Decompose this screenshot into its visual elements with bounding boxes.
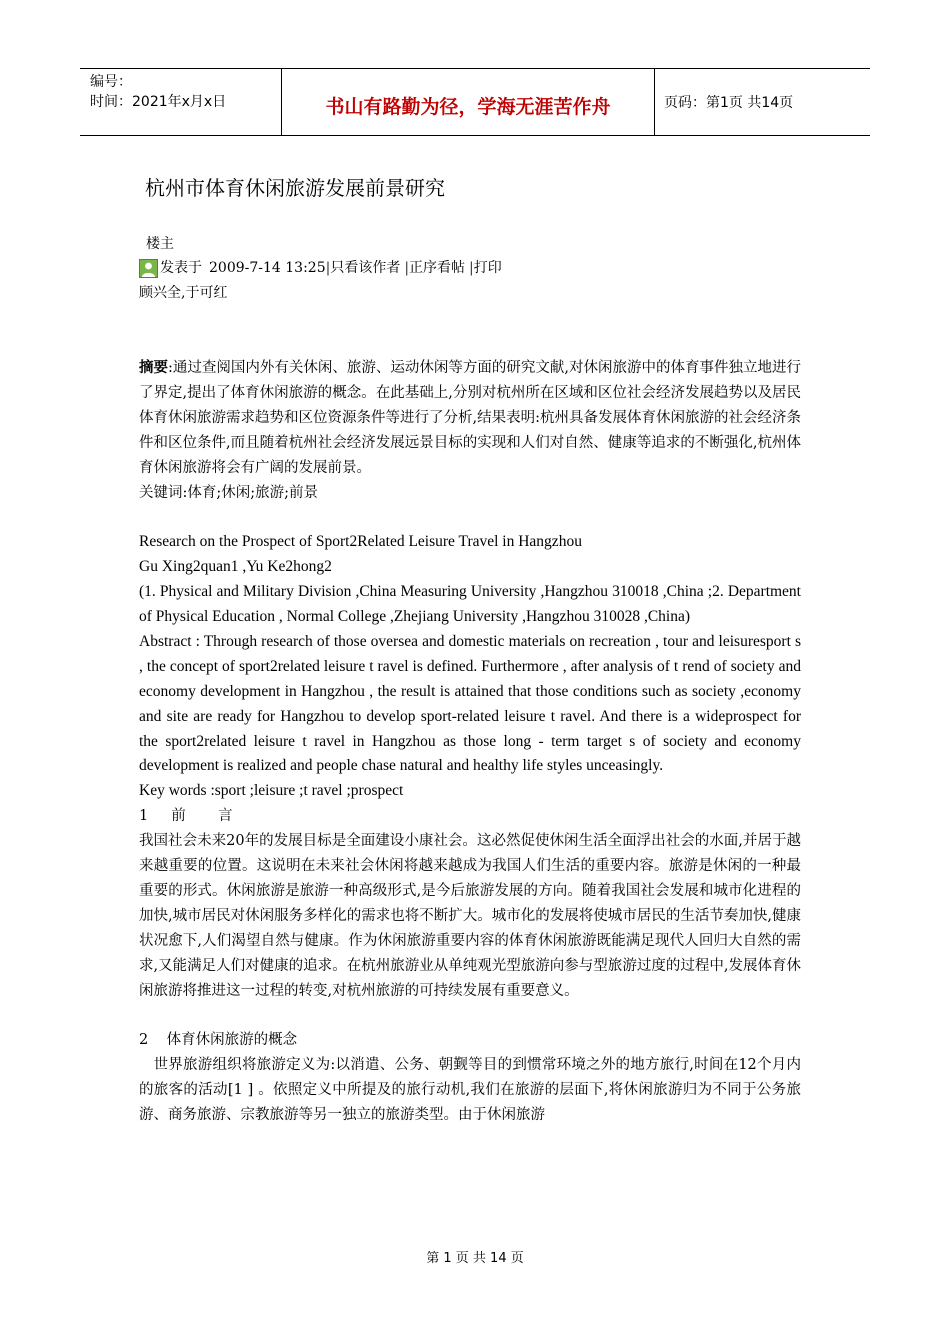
section2-heading: 2 体育休闲旅游的概念 — [139, 1032, 298, 1049]
header-left-cell — [80, 69, 282, 135]
keywords-cn: 关键词:体育;休闲;旅游;前景 — [139, 484, 319, 501]
article-body — [139, 356, 801, 1128]
abstract-cn — [139, 356, 801, 481]
separator: | — [404, 260, 410, 276]
posted-time: 2009-7-14 13:25 — [209, 260, 326, 276]
section1-heading: 1 前 言 — [139, 808, 233, 825]
header-motto: 书山有路勤为径，学海无涯苦作舟 — [282, 69, 655, 135]
header-page-info: 页码：第1页 共14页 — [664, 95, 794, 111]
poster-role: 楼主 — [146, 236, 174, 252]
separator: | — [325, 260, 331, 276]
document-number-label: 编号： — [90, 74, 132, 90]
authors: 顾兴全,于可红 — [139, 285, 228, 301]
separator: | — [469, 260, 474, 276]
english-affiliation: (1. Physical and Military Division ,China Measuring University ,Hangzhou 310018 ,China ;2. Department of Physical Education , Normal College ,Zhejiang University ,Hangzhou 310028 ,China) — [139, 583, 801, 626]
view-author-only-link[interactable]: 只看该作者 — [330, 260, 401, 276]
user-icon — [139, 259, 158, 278]
section2-text: 世界旅游组织将旅游定义为:以消遣、公务、朝觐等目的到惯常环境之外的地方旅行,时间在12个月内的旅客的活动[1 ] 。依照定义中所提及的旅行动机,我们在旅游的层面下,将休闲旅游归为不同于公务旅游、商务旅游、宗教旅游等另一独立的旅游类型。由于休闲旅游 — [139, 1057, 801, 1124]
print-link[interactable]: 打印 — [473, 260, 502, 276]
abstract-label: 摘要 — [139, 359, 168, 376]
posted-prefix: 发表于 — [160, 260, 202, 276]
english-keywords: Key words :sport ;leisure ;t ravel ;prospect — [139, 782, 404, 800]
english-abstract: Abstract : Through research of those oversea and domestic materials on recreation , tour and leisuresport s , the concept of sport2related leisure t ravel is defined. Furthermore , after analysis of t rend of society and economy development in Hangzhou , the result is attained that those conditions such as society ,economy and site are ready for Hangzhou to develop sport-related leisure t ravel. And there is a wideprospect for the sport2related leisure t ravel in Hangzhou as those long - term target s of society and economy development is realized and people chase natural and healthy life styles unceasingly. — [139, 632, 801, 775]
english-authors: Gu Xing2quan1 ,Yu Ke2hong2 — [139, 558, 332, 576]
english-title: Research on the Prospect of Sport2Related Leisure Travel in Hangzhou — [139, 533, 582, 551]
header-table — [80, 68, 870, 136]
document-time-label: 时间：2021年x月x日 — [90, 94, 227, 110]
abstract-cn-text: :通过查阅国内外有关休闲、旅游、运动休闲等方面的研究文献,对休闲旅游中的体育事件独立地进行了界定,提出了体育休闲旅游的概念。在此基础上,分别对杭州所在区域和区位社会经济发展趋势以及居民体育休闲旅游需求趋势和区位资源条件等进行了分析,结果表明:杭州具备发展体育休闲旅游的社会经济条件和区位条件,而且随着杭州社会经济发展远景目标的实现和人们对自然、健康等追求的不断强化,杭州体育休闲旅游将会有广阔的发展前景。 — [139, 360, 801, 476]
page-footer: 第 1 页 共 14 页 — [426, 1251, 524, 1266]
post-meta-line — [139, 258, 502, 278]
document-title: 杭州市体育休闲旅游发展前景研究 — [145, 176, 445, 200]
section1-text: 我国社会未来20年的发展目标是全面建设小康社会。这必然促使休闲生活全面浮出社会的水面,并居于越来越重要的位置。这说明在未来社会休闲将越来越成为我国人们生活的重要内容。旅游是休闲的一种最重要的形式。休闲旅游是旅游一种高级形式,是今后旅游发展的方向。随着我国社会发展和城市化进程的加快,城市居民对休闲服务多样化的需求也将不断扩大。城市化的发展将使城市居民的生活节奏加快,健康状况愈下,人们渴望自然与健康。作为休闲旅游重要内容的体育休闲旅游既能满足现代人回归大自然的需求,又能满足人们对健康的追求。在杭州旅游业从单纯观光型旅游向参与型旅游过度的过程中,发展体育休闲旅游将推进这一过程的转变,对杭州旅游的可持续发展有重要意义。 — [139, 833, 801, 999]
order-view-link[interactable]: 正序看帖 — [409, 260, 466, 276]
